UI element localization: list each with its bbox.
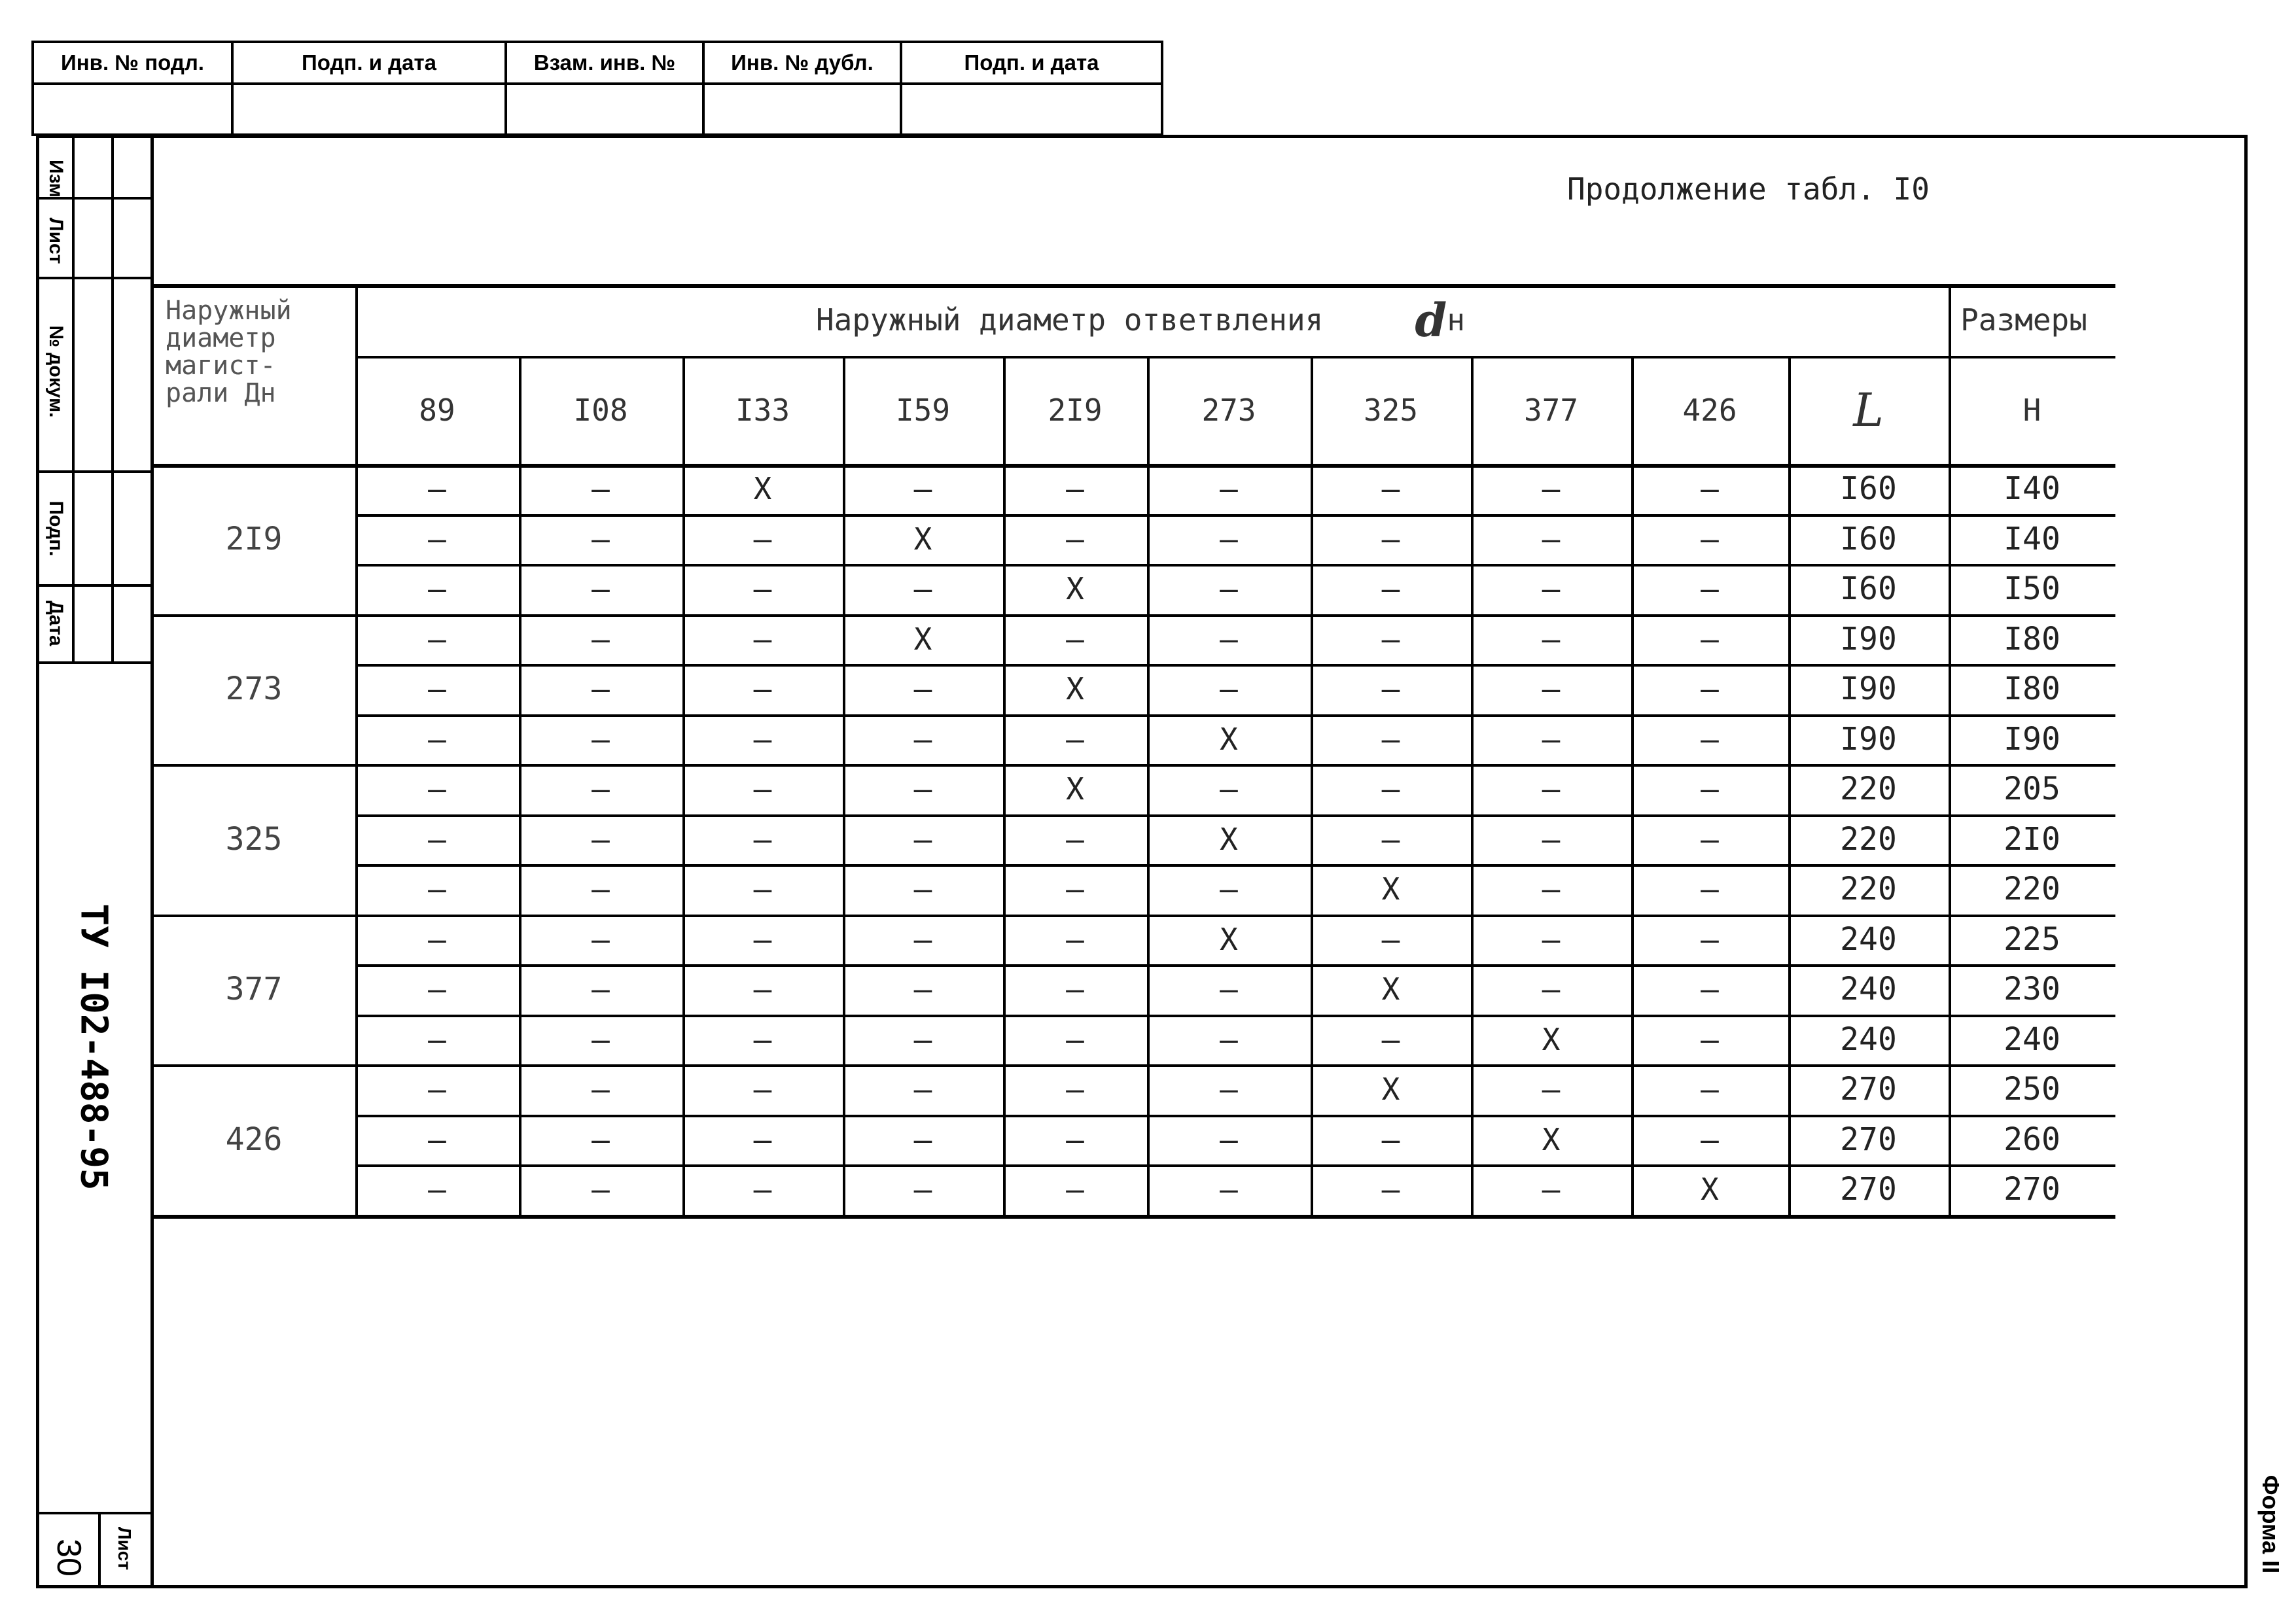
size-h-cell: I80 <box>2004 671 2060 708</box>
size-l-cell: 220 <box>1840 771 1897 808</box>
table-cell: – <box>913 921 932 957</box>
table-cell: – <box>592 521 610 557</box>
table-cell: – <box>1066 871 1084 907</box>
table-cell: X <box>1220 921 1238 957</box>
main-diameter-header <box>166 297 342 407</box>
column-header: H <box>2022 392 2041 428</box>
table-cell: – <box>913 971 932 1007</box>
table-cell: – <box>1542 671 1561 707</box>
table-cell: – <box>753 621 772 657</box>
size-h-cell: 270 <box>2004 1171 2060 1208</box>
table-cell: – <box>913 1021 932 1057</box>
table-cell: – <box>1542 1072 1561 1108</box>
table-cell: – <box>1381 621 1400 657</box>
stamp-label: Подп. и дата <box>234 43 504 85</box>
table-cell: – <box>913 871 932 907</box>
size-h-cell: 260 <box>2004 1121 2060 1158</box>
table-cell: – <box>428 571 446 607</box>
table-cell: – <box>428 621 446 657</box>
table-cell: – <box>1066 721 1084 757</box>
table-cell: – <box>592 921 610 957</box>
table-cell: – <box>428 821 446 857</box>
size-l-cell: 270 <box>1840 1071 1897 1108</box>
table-cell: – <box>913 571 932 607</box>
table-cell: – <box>753 871 772 907</box>
sheet-label: Лист <box>115 1526 135 1571</box>
table-cell: – <box>913 471 932 507</box>
column-header: 89 <box>419 392 455 428</box>
table-cell: – <box>1542 821 1561 857</box>
table-cell: – <box>753 721 772 757</box>
branch-symbol-sub: н <box>1447 302 1466 338</box>
table-cell: – <box>753 1172 772 1208</box>
table-cell: – <box>913 771 932 807</box>
column-header: 377 <box>1523 392 1579 428</box>
main-header-line: магист- <box>166 351 276 381</box>
stamp-cell-podp-date-2 <box>902 43 1161 133</box>
table-cell: – <box>1220 571 1238 607</box>
table-cell: – <box>1542 621 1561 657</box>
table-cell: – <box>1701 871 1719 907</box>
table-cell: – <box>1701 571 1719 607</box>
size-h-cell: I80 <box>2004 620 2060 657</box>
header-divider <box>355 356 1949 358</box>
table-cell: – <box>1066 971 1084 1007</box>
size-h-cell: I40 <box>2004 470 2060 508</box>
table-cell: – <box>1220 1172 1238 1208</box>
table-cell: X <box>1220 721 1238 757</box>
table-cell: – <box>428 921 446 957</box>
table-cell: – <box>1381 721 1400 757</box>
column-header: I33 <box>735 392 790 428</box>
table-cell: – <box>1381 521 1400 557</box>
table-cell: – <box>913 671 932 707</box>
table-cell: – <box>753 1072 772 1108</box>
table-cell: – <box>1066 1072 1084 1108</box>
table-cell: – <box>1542 921 1561 957</box>
table-cell: X <box>753 471 772 507</box>
main-diameter-cell: 273 <box>225 671 283 708</box>
main-header-line: рали Дн <box>166 378 276 408</box>
size-l-cell: I60 <box>1840 570 1897 608</box>
table-cell: – <box>1701 1121 1719 1157</box>
table-cell: – <box>592 671 610 707</box>
table-cell: – <box>1381 671 1400 707</box>
table-cell: X <box>1381 971 1400 1007</box>
table-cell: – <box>1220 471 1238 507</box>
table-cell: – <box>1542 571 1561 607</box>
table-cell: – <box>1220 1072 1238 1108</box>
table-cell: X <box>1066 671 1084 707</box>
size-l-cell: I60 <box>1840 470 1897 508</box>
size-l-cell: 240 <box>1840 920 1897 958</box>
top-stamp-strip <box>31 41 1163 136</box>
size-l-cell: I60 <box>1840 520 1897 557</box>
table-cell: – <box>592 1021 610 1057</box>
table-cell: – <box>592 1172 610 1208</box>
table-cell: – <box>753 1021 772 1057</box>
table-cell: X <box>1381 871 1400 907</box>
table-cell: X <box>1701 1172 1719 1208</box>
size-h-cell: 240 <box>2004 1021 2060 1058</box>
sizes-header: Размеры <box>1960 302 2087 338</box>
table-cell: – <box>1701 671 1719 707</box>
table-cell: – <box>428 1021 446 1057</box>
table-cell: – <box>428 1072 446 1108</box>
stamp-label-date: Дата <box>45 601 67 646</box>
stamp-label: Инв. № дубл. <box>705 43 900 85</box>
table-cell: – <box>913 1121 932 1157</box>
table-cell: – <box>1220 1021 1238 1057</box>
table-cell: – <box>592 621 610 657</box>
size-l-cell: 220 <box>1840 871 1897 908</box>
table-cell: – <box>1542 521 1561 557</box>
table-top-rule <box>152 284 2115 288</box>
stamp-label-list: Лист <box>45 217 67 264</box>
stamp-label: Взам. инв. № <box>507 43 702 85</box>
size-h-cell: 225 <box>2004 920 2060 958</box>
table-cell: – <box>428 521 446 557</box>
table-cell: – <box>1701 1072 1719 1108</box>
table-cell: – <box>1220 521 1238 557</box>
table-cell: – <box>1066 521 1084 557</box>
table-cell: – <box>753 921 772 957</box>
table-cell: – <box>592 721 610 757</box>
header-divider <box>1949 356 2115 358</box>
table-cell: – <box>1381 921 1400 957</box>
form-label-text: Форма II <box>2257 1475 2285 1574</box>
table-cell: – <box>428 871 446 907</box>
table-cell: X <box>1542 1121 1561 1157</box>
table-cell: – <box>753 971 772 1007</box>
table-cell: – <box>753 571 772 607</box>
main-header-line: Наружный <box>166 296 292 326</box>
table-cell: – <box>1381 1172 1400 1208</box>
group-rule <box>152 1215 2115 1219</box>
column-header: I59 <box>895 392 951 428</box>
size-l-cell: 240 <box>1840 1021 1897 1058</box>
table-cell: – <box>1066 471 1084 507</box>
table-cell: – <box>1220 971 1238 1007</box>
main-diameter-cell: 377 <box>225 971 283 1008</box>
table-cell: – <box>428 971 446 1007</box>
table-cell: – <box>1701 1021 1719 1057</box>
table-cell: – <box>592 571 610 607</box>
table-cell: – <box>753 771 772 807</box>
table-cell: – <box>592 821 610 857</box>
main-diameter-cell: 2I9 <box>225 520 283 557</box>
table-cell: – <box>1381 571 1400 607</box>
table-cell: – <box>428 771 446 807</box>
table-cell: X <box>1220 821 1238 857</box>
table-cell: – <box>1701 821 1719 857</box>
size-l-cell: I90 <box>1840 720 1897 758</box>
size-l-cell: 270 <box>1840 1121 1897 1158</box>
table-cell: – <box>1381 1121 1400 1157</box>
table-cell: – <box>1066 921 1084 957</box>
size-l-cell: I90 <box>1840 671 1897 708</box>
table-cell: – <box>1220 671 1238 707</box>
table-caption: Продолжение табл. I0 <box>1567 171 1930 207</box>
table-cell: – <box>592 1072 610 1108</box>
size-h-cell: 220 <box>2004 871 2060 908</box>
table-cell: – <box>1381 771 1400 807</box>
main-diameter-cell: 325 <box>225 820 283 858</box>
table-cell: – <box>1066 1121 1084 1157</box>
form-label <box>2251 1459 2290 1590</box>
table-cell: – <box>1381 1021 1400 1057</box>
table-cell: – <box>428 1172 446 1208</box>
table-cell: – <box>1542 471 1561 507</box>
table-cell: – <box>753 821 772 857</box>
column-header: I08 <box>573 392 628 428</box>
size-l-cell: 270 <box>1840 1171 1897 1208</box>
table-cell: – <box>1542 721 1561 757</box>
table-cell: – <box>428 1121 446 1157</box>
table-cell: – <box>428 471 446 507</box>
stamp-cell-podp-date <box>234 43 507 133</box>
table-cell: – <box>1381 821 1400 857</box>
column-header: 426 <box>1682 392 1737 428</box>
table-cell: – <box>1542 871 1561 907</box>
table-cell: X <box>1066 571 1084 607</box>
stamp-cell-vzam-inv <box>507 43 705 133</box>
table-cell: – <box>913 1072 932 1108</box>
table-cell: – <box>913 821 932 857</box>
table-cell: X <box>913 621 932 657</box>
table-cell: – <box>753 521 772 557</box>
stamp-cell-inv-podl <box>34 43 234 133</box>
table-cell: – <box>592 771 610 807</box>
document-code-text: ТУ I02-488-95 <box>73 903 116 1191</box>
stamp-cell-inv-dubl <box>705 43 902 133</box>
table-cell: – <box>1220 871 1238 907</box>
table-cell: – <box>1220 771 1238 807</box>
size-h-cell: 205 <box>2004 771 2060 808</box>
table-cell: – <box>428 671 446 707</box>
table-cell: – <box>913 1172 932 1208</box>
table-cell: X <box>913 521 932 557</box>
table-cell: – <box>753 1121 772 1157</box>
main-header-line: диаметр <box>166 323 276 353</box>
column-header: L <box>1853 383 1884 437</box>
table-cell: – <box>1542 971 1561 1007</box>
table-cell: – <box>1701 771 1719 807</box>
table-cell: – <box>592 471 610 507</box>
size-l-cell: 220 <box>1840 820 1897 858</box>
table-cell: – <box>1701 621 1719 657</box>
column-header: 2I9 <box>1048 392 1103 428</box>
table-cell: – <box>1066 621 1084 657</box>
stamp-label-izm: Изм <box>45 160 67 198</box>
table-cell: X <box>1066 771 1084 807</box>
column-header: 273 <box>1201 392 1256 428</box>
size-l-cell: 240 <box>1840 971 1897 1008</box>
table-cell: – <box>1542 771 1561 807</box>
size-h-cell: I50 <box>2004 570 2060 608</box>
table-cell: – <box>1542 1172 1561 1208</box>
stamp-label-doc-number: № докум. <box>45 325 67 418</box>
table-cell: – <box>592 871 610 907</box>
table-cell: – <box>1701 471 1719 507</box>
size-h-cell: 2I0 <box>2004 820 2060 858</box>
table-cell: – <box>1066 1172 1084 1208</box>
table-cell: – <box>1066 821 1084 857</box>
table-cell: – <box>1220 621 1238 657</box>
table-cell: X <box>1381 1072 1400 1108</box>
table-cell: – <box>1701 971 1719 1007</box>
size-h-cell: 250 <box>2004 1071 2060 1108</box>
table-cell: – <box>1701 721 1719 757</box>
main-diameter-cell: 426 <box>225 1121 283 1158</box>
size-h-cell: I40 <box>2004 520 2060 557</box>
stamp-label: Подп. и дата <box>902 43 1161 85</box>
table-cell: – <box>1220 1121 1238 1157</box>
table-cell: – <box>592 971 610 1007</box>
left-stamp-strip <box>36 135 154 1588</box>
stamp-label: Инв. № подл. <box>34 43 231 85</box>
size-h-cell: I90 <box>2004 720 2060 758</box>
column-header: 325 <box>1363 392 1419 428</box>
table-cell: – <box>1701 921 1719 957</box>
size-l-cell: I90 <box>1840 620 1897 657</box>
branch-header-text: Наружный диаметр ответвления <box>815 302 1324 338</box>
table-cell: – <box>1701 521 1719 557</box>
table-cell: – <box>1066 1021 1084 1057</box>
table-cell: – <box>913 721 932 757</box>
branch-symbol: d <box>1415 292 1447 347</box>
table-cell: – <box>428 721 446 757</box>
stamp-label-podp: Подп. <box>45 500 67 557</box>
sheet-number: 30 <box>50 1539 88 1577</box>
branch-diameter-header <box>349 284 1932 356</box>
size-h-cell: 230 <box>2004 971 2060 1008</box>
table-cell: – <box>753 671 772 707</box>
dimension-table <box>152 284 2115 1239</box>
table-cell: – <box>592 1121 610 1157</box>
table-cell: X <box>1542 1021 1561 1057</box>
table-cell: – <box>1381 471 1400 507</box>
